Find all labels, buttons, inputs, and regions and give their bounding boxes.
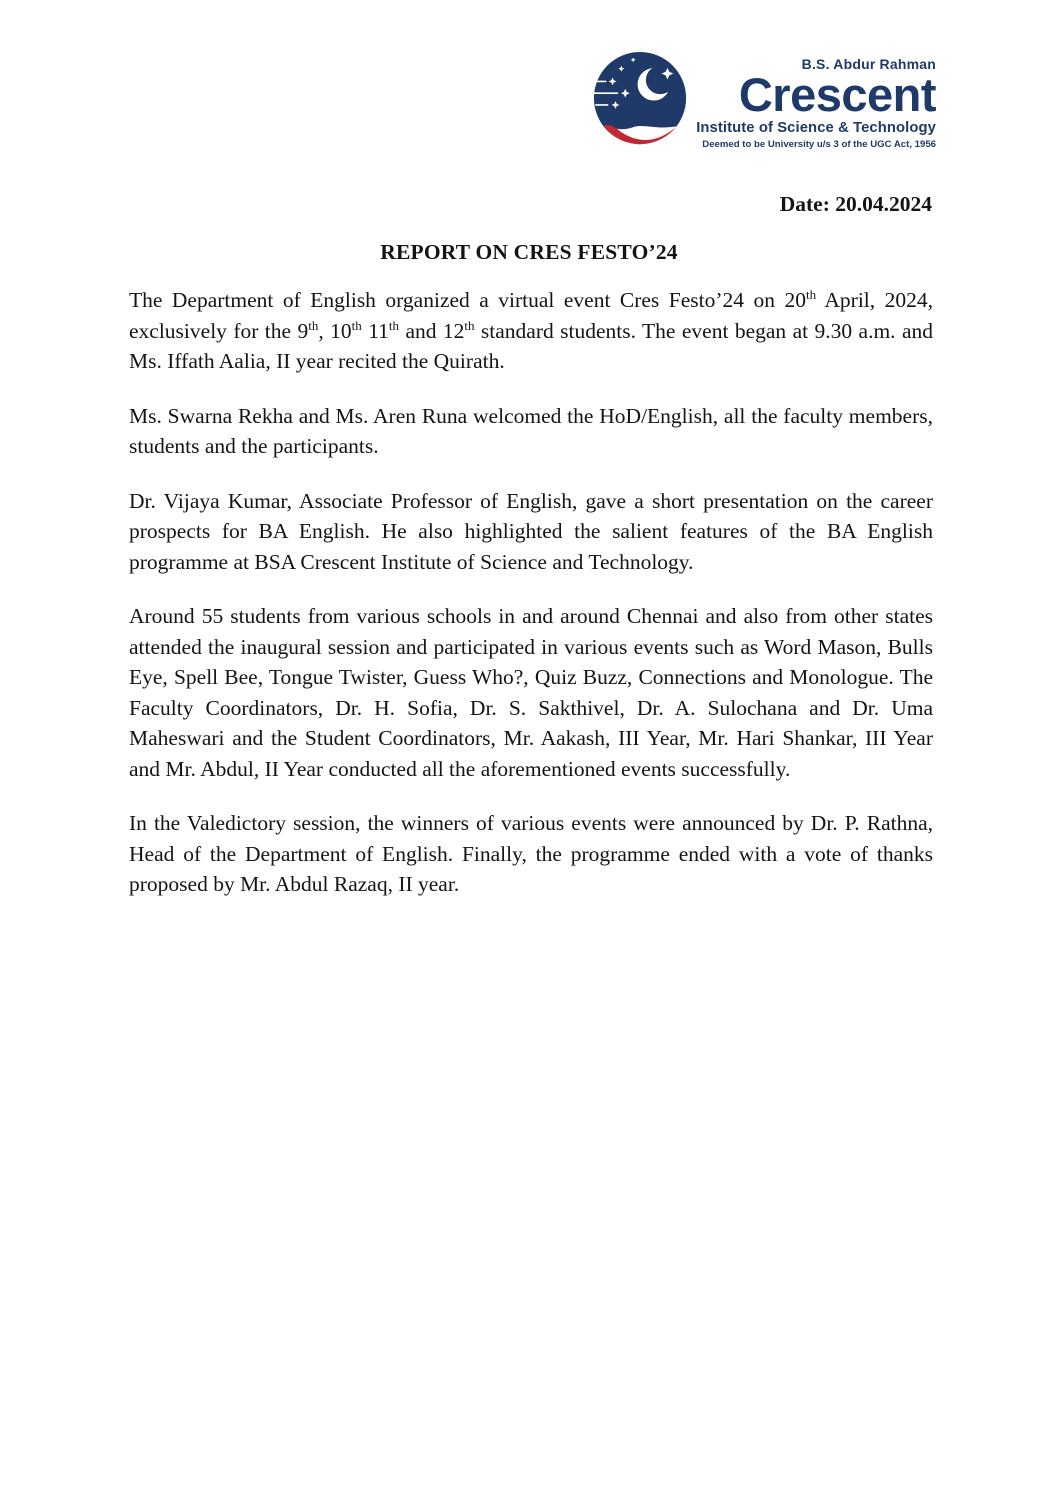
report-paragraph-presentation: Dr. Vijaya Kumar, Associate Professor of English, gave a short presentation on the career prospects for BA English. He also highlighted the salient features of the BA English programme at BSA Crescent Institute of Science and Technology. [129, 488, 933, 574]
institute-subtitle: Institute of Science & Technology [696, 119, 936, 136]
institute-pre-title: B.S. Abdur Rahman [801, 56, 936, 73]
report-paragraph-valedictory: In the Valedictory session, the winners of various events were announced by Dr. P. Rathna, Head of the Department of English. Finally, the programme ended with a vote of thanks proposed by Mr. Abdul Razaq, II year. [129, 811, 933, 896]
report-paragraph-events: Around 55 students from various schools in and around Chennai and also from other states attended the inaugural session and participated in various events such as Word Mason, Bulls Eye, Spell Bee, Tongue Twister, Guess Who?, Quiz Buzz, Connections and Monologue. The Faculty Coordinators, Dr. H. Sofia, Dr. S. Sakthivel, Dr. A. Sulochana and Dr. Uma Maheswari and the Student Coordinators, Mr. Aakash, III Year, Mr. Hari Shankar, III Year and Mr. Abdul, II Year conducted all the aforementioned events successfully. [129, 604, 933, 781]
institute-tagline: Deemed to be University u/s 3 of the UGC Act, 1956 [702, 138, 936, 150]
crescent-institute-logo-icon [589, 48, 691, 158]
institute-name-block [696, 56, 936, 149]
report-date: Date: 20.04.2024 [779, 192, 932, 216]
report-body [129, 285, 933, 924]
institute-letterhead [589, 48, 936, 158]
institute-name: Crescent [738, 68, 936, 122]
report-title: REPORT ON CRES FESTO’24 [380, 240, 678, 264]
report-paragraph-welcome: Ms. Swarna Rekha and Ms. Aren Runa welcomed the HoD/English, all the faculty members, students and the participants. [129, 403, 933, 458]
report-paragraph-intro: The Department of English organized a virtual event Cres Festo’24 on 20th April, 2024, exclusively for the 9th, 10th 11th and 12th standard students. The event began at 9.30 a.m. and Ms. Iffath Aalia, II year recited the Quirath. [129, 287, 934, 373]
